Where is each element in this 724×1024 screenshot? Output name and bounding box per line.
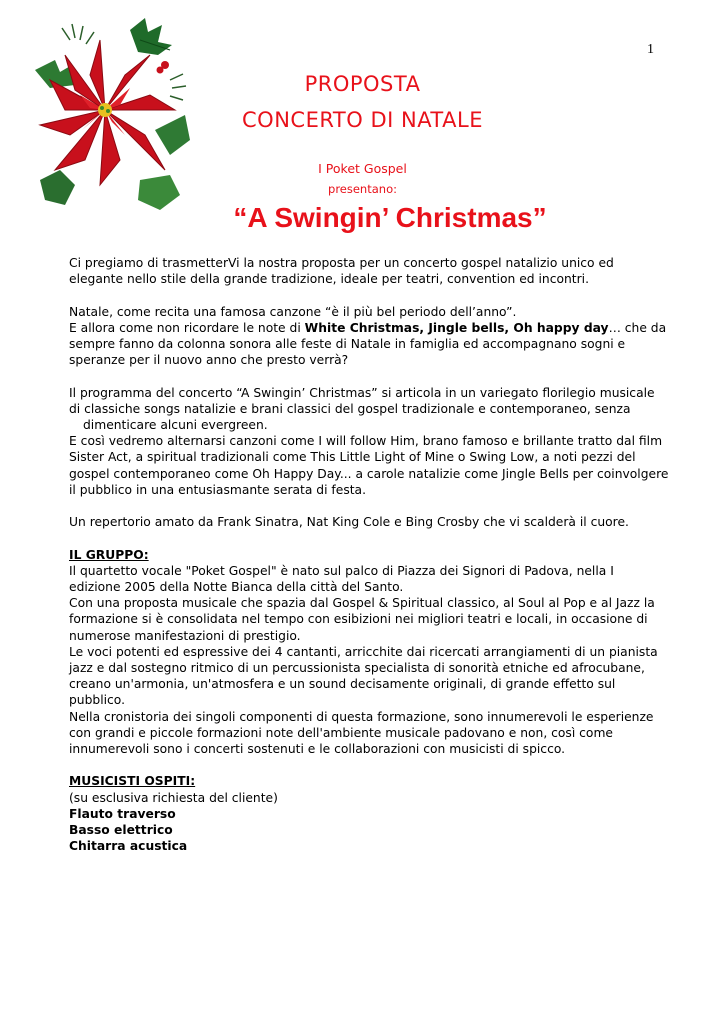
gruppo-heading: IL GRUPPO: [69, 547, 149, 562]
programma-paragraph: Il programma del concerto “A Swingin’ Christmas” si articola in un variegato florilegio musicale di classiche songs natalizie e brani classici del gospel tradizionale e contemporaneo, senza [69, 385, 655, 416]
gruppo-paragraph-3: Le voci potenti ed espressive dei 4 cantanti, arricchite dai ricercati arrangiamenti di un pianista jazz e dal sostegno ritmico di un percussionista specialista di sonorità etniche ed afrocubane, creano un'armonia, un'atmosfera e un sound decisamente originali, di grande effetto sul pubblico. [69, 644, 658, 708]
intro-paragraph: Ci pregiamo di trasmetterVi la nostra proposta per un concerto gospel natalizio unico ed elegante nello stile della grande tradizione, ideale per teatri, convention ed incontri. [69, 256, 614, 287]
programma-songs-paragraph: E così vedremo alternarsi canzoni come I will follow Him, brano famoso e brillante tratto dal film Sister Act, a spiritual tradizionali come This Little Light of Mine o Swing Low, a noti pezzi del gospel contemporaneo come Oh Happy Day... a carole natalizie come Jingle Bells per coinvolgere il pubblico in una entusiasmante serata di festa. [69, 434, 669, 497]
gruppo-paragraph-4: Nella cronistoria dei singoli componenti di questa formazione, sono innumerevoli le esperienze con grandi e piccole formazioni note dell'ambiente musicale padovano e non, così come innumerevoli sono i concerti sostenuti e le collaborazioni con musicisti di spicco. [69, 709, 654, 757]
gruppo-paragraph-2: Con una proposta musicale che spazia dal Gospel & Spiritual classico, al Soul al Pop e al Jazz la formazione si è consolidata nel tempo con esibizioni nei migliori teatri e locali, in occasione di numerose manifestazioni di prestigio. [69, 596, 655, 643]
musicisti-note: (su esclusiva richiesta del cliente) [69, 790, 278, 805]
subtitle-presentano: presentano: [328, 182, 397, 196]
gruppo-paragraph-1: Il quartetto vocale "Poket Gospel" è nato sul palco di Piazza dei Signori di Padova, nella I edizione 2005 della Notte Bianca della città del Santo. [69, 563, 614, 594]
natale-line: Natale, come recita una famosa canzone “è il più bel periodo dell’anno”. [69, 304, 517, 319]
musician-item: Basso elettrico [69, 823, 173, 838]
musicisti-heading: MUSICISTI OSPITI: [69, 774, 196, 789]
programma-indent-line: dimenticare alcuni evergreen. [83, 418, 268, 432]
subtitle-poket-gospel: I Poket Gospel [318, 161, 407, 176]
repertorio-paragraph: Un repertorio amato da Frank Sinatra, Nat King Cole e Bing Crosby che vi scalderà il cuore. [69, 515, 629, 530]
title-concerto-di-natale: CONCERTO DI NATALE [242, 108, 483, 132]
musician-item: Flauto traverso [69, 806, 176, 821]
page-number: 1 [647, 42, 654, 57]
musician-item: Chitarra acustica [69, 839, 188, 854]
title-proposta: PROPOSTA [304, 72, 421, 96]
poinsettia-flower-icon [20, 10, 195, 220]
natale-text-before: E allora come non ricordare le note di [69, 320, 305, 335]
document-body [69, 255, 669, 854]
song-titles: White Christmas, Jingle bells, Oh happy day [304, 320, 609, 335]
natale-text-after: … che da sempre fanno da colonna sonora alle feste di Natale in famiglia ed accompagnano sogni e speranze per il nuovo anno che presto verrà? [69, 320, 667, 368]
headline: “A Swingin’ Christmas” [233, 202, 547, 233]
natale-paragraph [69, 320, 669, 369]
